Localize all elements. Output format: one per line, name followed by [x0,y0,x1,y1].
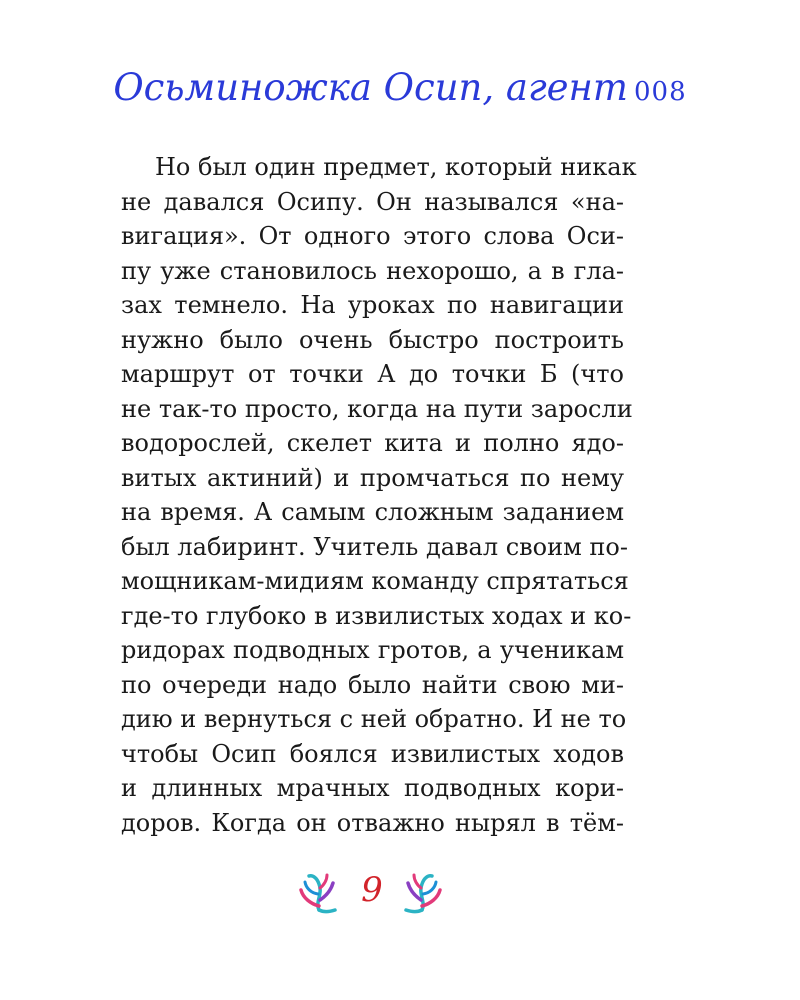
text-line: доров. Когда он отважно нырял в тём- [121,808,624,837]
seaweed-ornament-left-icon [293,866,343,916]
text-line: водорослей, скелет кита и полно ядо- [121,429,624,457]
text-line: был лабиринт. Учитель давал своим по- [121,532,628,561]
text-line: по очереди надо было найти свою ми- [121,670,624,699]
text-line: зах темнело. На уроках по навигации [121,291,624,319]
page-number: 9 [361,870,383,910]
page-footer [0,866,800,916]
text-line: маршрут от точки А до точки Б (что [121,360,624,388]
paragraph [121,150,637,840]
header-title: Осьминожка Осип, агент [113,66,629,109]
text-line: пу уже становилось нехорошо, а в гла- [121,256,624,285]
text-line: нужно было очень быстро построить [121,325,624,354]
text-line: ридорах подводных гротов, а ученикам [121,636,624,664]
seaweed-ornament-right-icon [398,866,448,916]
text-line: на время. А самым сложным заданием [121,498,624,526]
text-line: дию и вернуться с ней обратно. И не то [121,705,627,733]
text-line: чтобы Осип боялся извилистых ходов [121,739,624,768]
text-line: где-то глубоко в извилистых ходах и ко- [121,601,632,630]
text-line: витых актиний) и промчаться по нему [121,463,624,492]
text-line: и длинных мрачных подводных кори- [121,774,624,802]
header-number: 008 [634,77,687,107]
text-line: вигация». От одного этого слова Оси- [121,222,624,250]
text-line: мощникам-мидиям команду спрятаться [121,567,629,595]
text-line: Но был один предмет, который никак [155,153,637,181]
text-line: не давался Осипу. Он назывался «на- [121,187,624,216]
text-line: не так-то просто, когда на пути заросли [121,394,633,423]
running-header [0,66,800,109]
